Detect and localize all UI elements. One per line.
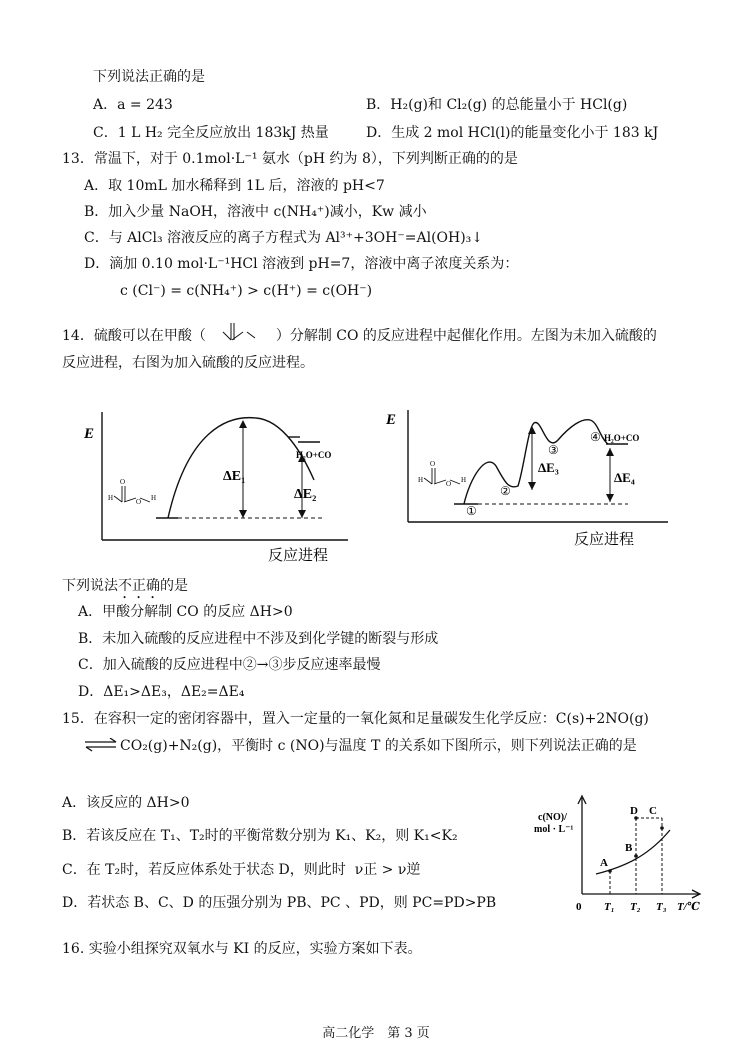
svg-text:O: O	[430, 460, 436, 468]
left-energy-curve	[168, 418, 317, 518]
svg-text:O: O	[446, 480, 452, 488]
energy-diagram-uncatalyzed	[78, 400, 368, 570]
q15-option-c-rate: ν正 > ν逆	[354, 862, 421, 878]
q15-option-c	[62, 861, 420, 879]
label-delta-e2: ΔE₂	[294, 487, 317, 502]
graph-x-unit: T/℃	[677, 901, 700, 913]
marker-3: ③	[548, 443, 559, 457]
graph-y-unit: mol · L⁻¹	[534, 824, 574, 835]
q14-stem-part2: ）分解制 CO 的反应进程中起催化作用。左图为未加入硫酸的	[275, 328, 657, 344]
q12-option-b: B．H₂(g)和 Cl₂(g) 的总能量小于 HCl(g)	[366, 97, 628, 113]
label-delta-e4: ΔE₄	[614, 470, 635, 485]
q13-option-a: A．取 10mL 加水稀释到 1L 后，溶液的 pH<7	[84, 178, 385, 194]
q14-option-c: C．加入硫酸的反应进程中②→③步反应速率最慢	[78, 657, 381, 673]
q12-stem: 下列说法正确的是	[93, 69, 205, 85]
graph-origin: 0	[576, 901, 582, 913]
tick-t3: T₃	[656, 901, 667, 913]
q13-option-b: B．加入少量 NaOH，溶液中 c(NH₄⁺)减小，Kw 减小	[84, 204, 427, 220]
tick-t2: T₂	[630, 901, 641, 913]
right-x-label: 反应进程	[574, 532, 635, 548]
q14-stem	[62, 327, 657, 345]
cno-temperature-graph	[532, 792, 708, 922]
svg-text:H: H	[461, 476, 467, 484]
q14-stem-line2: 反应进程，右图为加入硫酸的反应进程。	[62, 355, 314, 371]
q12-option-d: D．生成 2 mol HCl(l)的能量变化小于 183 kJ	[366, 125, 659, 141]
marker-4: ④	[590, 430, 601, 444]
q13-option-d: D．滴加 0.10 mol·L⁻¹HCl 溶液到 pH=7，溶液中离子浓度关系为：	[84, 256, 519, 272]
point-label-d: D	[630, 805, 638, 817]
marker-1: ①	[466, 504, 477, 518]
graph-y-label: c(NO)/	[538, 812, 567, 823]
marker-2: ②	[500, 484, 511, 498]
point-label-b: B	[625, 842, 633, 854]
left-product-label: H₂O+CO	[296, 450, 332, 460]
right-product-label: H₂O+CO	[604, 433, 640, 443]
q14-option-a: A．甲酸分解制 CO 的反应 ΔH>0	[78, 604, 293, 620]
svg-text:O: O	[120, 478, 126, 486]
q14-question-emphasis: 不正确	[118, 578, 160, 594]
energy-diagram-catalyzed	[378, 398, 678, 558]
formic-acid-structure	[205, 318, 267, 350]
point-label-c: C	[649, 805, 657, 817]
q12-option-a: A．a = 243	[93, 97, 173, 113]
svg-text:O: O	[136, 498, 142, 506]
left-formic-acid-structure	[114, 486, 150, 502]
q15-option-a: A．该反应的 ΔH>0	[62, 795, 190, 811]
right-y-label: E	[386, 412, 397, 428]
q15-option-c-text: C．在 T₂时，若反应体系处于状态 D，则此时	[62, 862, 346, 878]
q13-option-c: C．与 AlCl₃ 溶液反应的离子方程式为 Al³⁺+3OH⁻=Al(OH)₃↓	[84, 230, 484, 246]
q13-option-d-relation: c (Cl⁻) = c(NH₄⁺) > c(H⁺) = c(OH⁻)	[120, 283, 373, 299]
point-label-a: A	[600, 857, 608, 869]
left-x-label: 反应进程	[268, 548, 329, 564]
right-formic-acid-structure	[424, 468, 460, 484]
q16-stem: 16. 实验小组探究双氧水与 KI 的反应，实验方案如下表。	[62, 941, 422, 957]
q14-option-b: B．未加入硫酸的反应进程中不涉及到化学键的断裂与形成	[78, 631, 439, 647]
q13-stem: 13．常温下，对于 0.1mol·L⁻¹ 氨水（pH 约为 8），下列判断正确的的是	[62, 151, 518, 167]
page-footer: 高二化学 第 3 页	[322, 1026, 430, 1041]
q14-option-d: D．ΔE₁>ΔE₃，ΔE₂=ΔE₄	[78, 684, 245, 700]
q12-option-c: C．1 L H₂ 完全反应放出 183kJ 热量	[93, 125, 329, 141]
svg-text:H: H	[108, 494, 114, 502]
right-energy-curve	[464, 420, 608, 504]
q15-option-b: B．若该反应在 T₁、T₂时的平衡常数分别为 K₁、K₂，则 K₁<K₂	[62, 828, 458, 844]
label-delta-e1: ΔE₁	[223, 469, 246, 484]
q15-option-d: D．若状态 B、C、D 的压强分别为 PB、PC 、PD，则 PC=PD>PB	[62, 895, 497, 911]
label-delta-e3: ΔE₃	[538, 460, 559, 475]
tick-t1: T₁	[604, 901, 615, 913]
left-y-label: E	[84, 426, 95, 442]
svg-text:H: H	[151, 494, 157, 502]
q15-stem-line2: CO₂(g)+N₂(g)，平衡时 c (NO)与温度 T 的关系如下图所示，则下列说法正确的是	[120, 738, 637, 754]
q14-question-part1: 下列说法	[62, 578, 118, 594]
q14-question	[62, 577, 188, 602]
svg-text:H: H	[418, 476, 424, 484]
q14-question-part2: 的是	[160, 578, 188, 594]
q14-stem-part1: 14．硫酸可以在甲酸（	[62, 328, 206, 344]
reversible-arrow-icon	[84, 738, 118, 752]
q15-stem: 15．在容积一定的密闭容器中，置入一定量的一氧化氮和足量碳发生化学反应：C(s)+2NO(g)	[62, 711, 649, 727]
